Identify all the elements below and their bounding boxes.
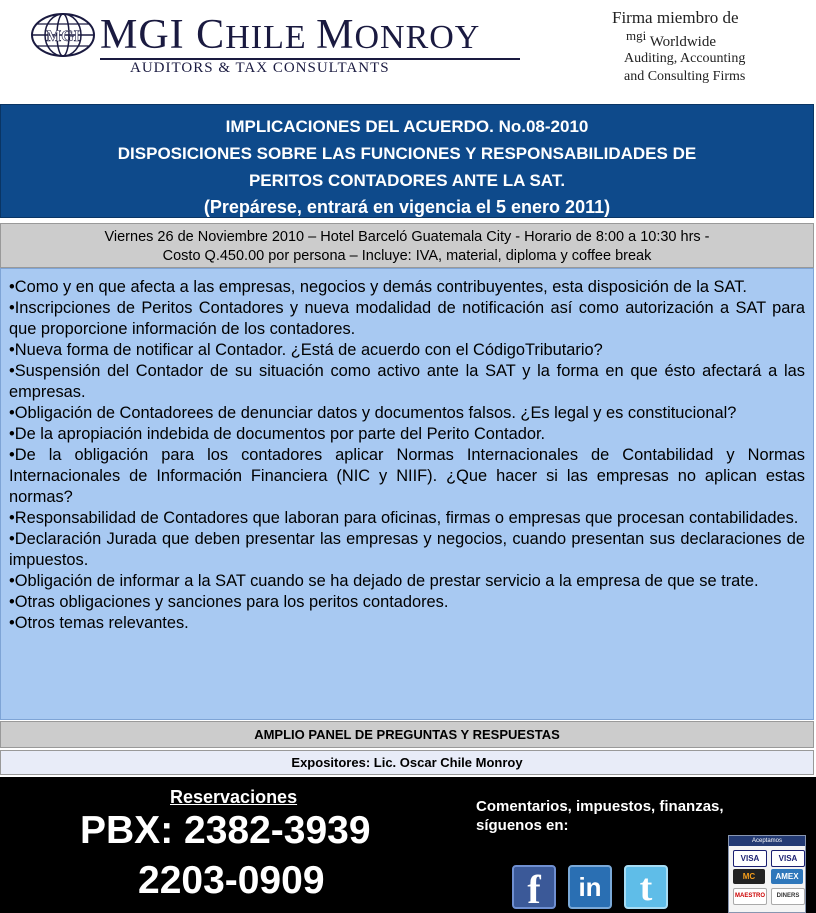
event-date-venue: Viernes 26 de Noviembre 2010 – Hotel Barceló Guatemala City - Horario de 8:00 a 10:30 hrs - xyxy=(104,229,710,245)
topic-item: •De la apropiación indebida de documentos por parte del Perito Contador. xyxy=(9,425,546,443)
cards-header: Aceptamos xyxy=(729,836,805,846)
visa-card-icon: VISA xyxy=(771,850,805,867)
title-line-3: PERITOS CONTADORES ANTE LA SAT. xyxy=(248,171,566,190)
title-line-4: (Prepárese, entrará en vigencia el 5 enero 2011) xyxy=(203,197,611,217)
twitter-icon[interactable]: t xyxy=(624,865,668,909)
amex-card-icon: AMEX xyxy=(771,869,803,884)
topic-item: •Como y en que afecta a las empresas, negocios y demás contribuyentes, esta disposición de la SAT. xyxy=(9,278,747,296)
topic-item: •Suspensión del Contador de su situación como activo ante la SAT y la forma en que ésto afectará a las empresas. xyxy=(9,362,805,401)
title-line-1: IMPLICACIONES DEL ACUERDO. No.08-2010 xyxy=(225,117,589,136)
qa-panel-bar: AMPLIO PANEL DE PREGUNTAS Y RESPUESTAS xyxy=(0,721,814,748)
logo-mark: MGI xyxy=(46,28,80,45)
network-desc-1: Auditing, Accounting xyxy=(624,51,746,66)
topic-item: •Nueva forma de notificar al Contador. ¿Está de acuerdo con el CódigoTributario? xyxy=(9,341,603,359)
footer xyxy=(0,777,816,913)
reservations-label: Reservaciones xyxy=(170,787,298,807)
event-cost: Costo Q.450.00 por persona – Incluye: IVA, material, diploma y coffee break xyxy=(162,248,652,264)
network-membership xyxy=(612,8,782,86)
linkedin-icon[interactable]: in xyxy=(568,865,612,909)
diners-card-icon: DINERS xyxy=(771,888,805,905)
maestro-card-icon: MAESTRO xyxy=(733,888,767,905)
globe-logo-icon xyxy=(30,12,96,58)
topic-item: •Obligación de informar a la SAT cuando se ha dejado de prestar servicio a la empresa de que se trate. xyxy=(9,572,759,590)
title-banner xyxy=(0,104,814,218)
event-details xyxy=(0,223,814,268)
header xyxy=(0,0,816,104)
company-tagline: AUDITORS & TAX CONSULTANTS xyxy=(130,60,390,76)
topic-item: •Obligación de Contadorees de denunciar datos y documentos falsos. ¿Es legal y es constitucional? xyxy=(9,404,737,422)
company-name: MGI CHILE MONROY xyxy=(100,12,481,58)
topic-item: •Inscripciones de Peritos Contadores y nueva modalidad de notificación así como autorización a SAT para que proporcione información de los contadores. xyxy=(9,299,805,338)
mastercard-icon: MC xyxy=(733,869,765,884)
topic-item: •Otros temas relevantes. xyxy=(9,614,189,632)
topic-item: •Responsabilidad de Contadores que laboran para oficinas, firmas o empresas que procesan contabilidades. xyxy=(9,509,799,527)
speakers-bar: Expositores: Lic. Oscar Chile Monroy xyxy=(0,750,814,775)
firm-member-label: Firma miembro de xyxy=(612,8,739,27)
title-line-2: DISPOSICIONES SOBRE LAS FUNCIONES Y RESPONSABILIDADES DE xyxy=(117,144,697,163)
topic-item: •Otras obligaciones y sanciones para los peritos contadores. xyxy=(9,593,449,611)
visa-card-icon: VISA xyxy=(733,850,767,867)
topic-item: •De la obligación para los contadores aplicar Normas Internacionales de Contabilidad y Normas Internacionales de Información Financiera (NIC y NIIF). ¿Que hacer si las empresas no aplican estas normas? xyxy=(9,446,805,506)
phone-pbx[interactable]: PBX: 2382-3939 xyxy=(80,809,371,852)
network-desc-2: and Consulting Firms xyxy=(624,69,746,84)
topic-item: •Declaración Jurada que deben presentar las empresas y negocios, cuando presentan sus declaraciones de impuestos. xyxy=(9,530,805,569)
phone-secondary[interactable]: 2203-0909 xyxy=(138,859,325,902)
topics-list xyxy=(0,268,814,720)
follow-us-text: Comentarios, impuestos, finanzas, síguenos en: xyxy=(476,798,724,834)
facebook-icon[interactable]: f xyxy=(512,865,556,909)
network-name: mgi Worldwide xyxy=(626,28,716,50)
accepted-cards xyxy=(728,835,806,913)
